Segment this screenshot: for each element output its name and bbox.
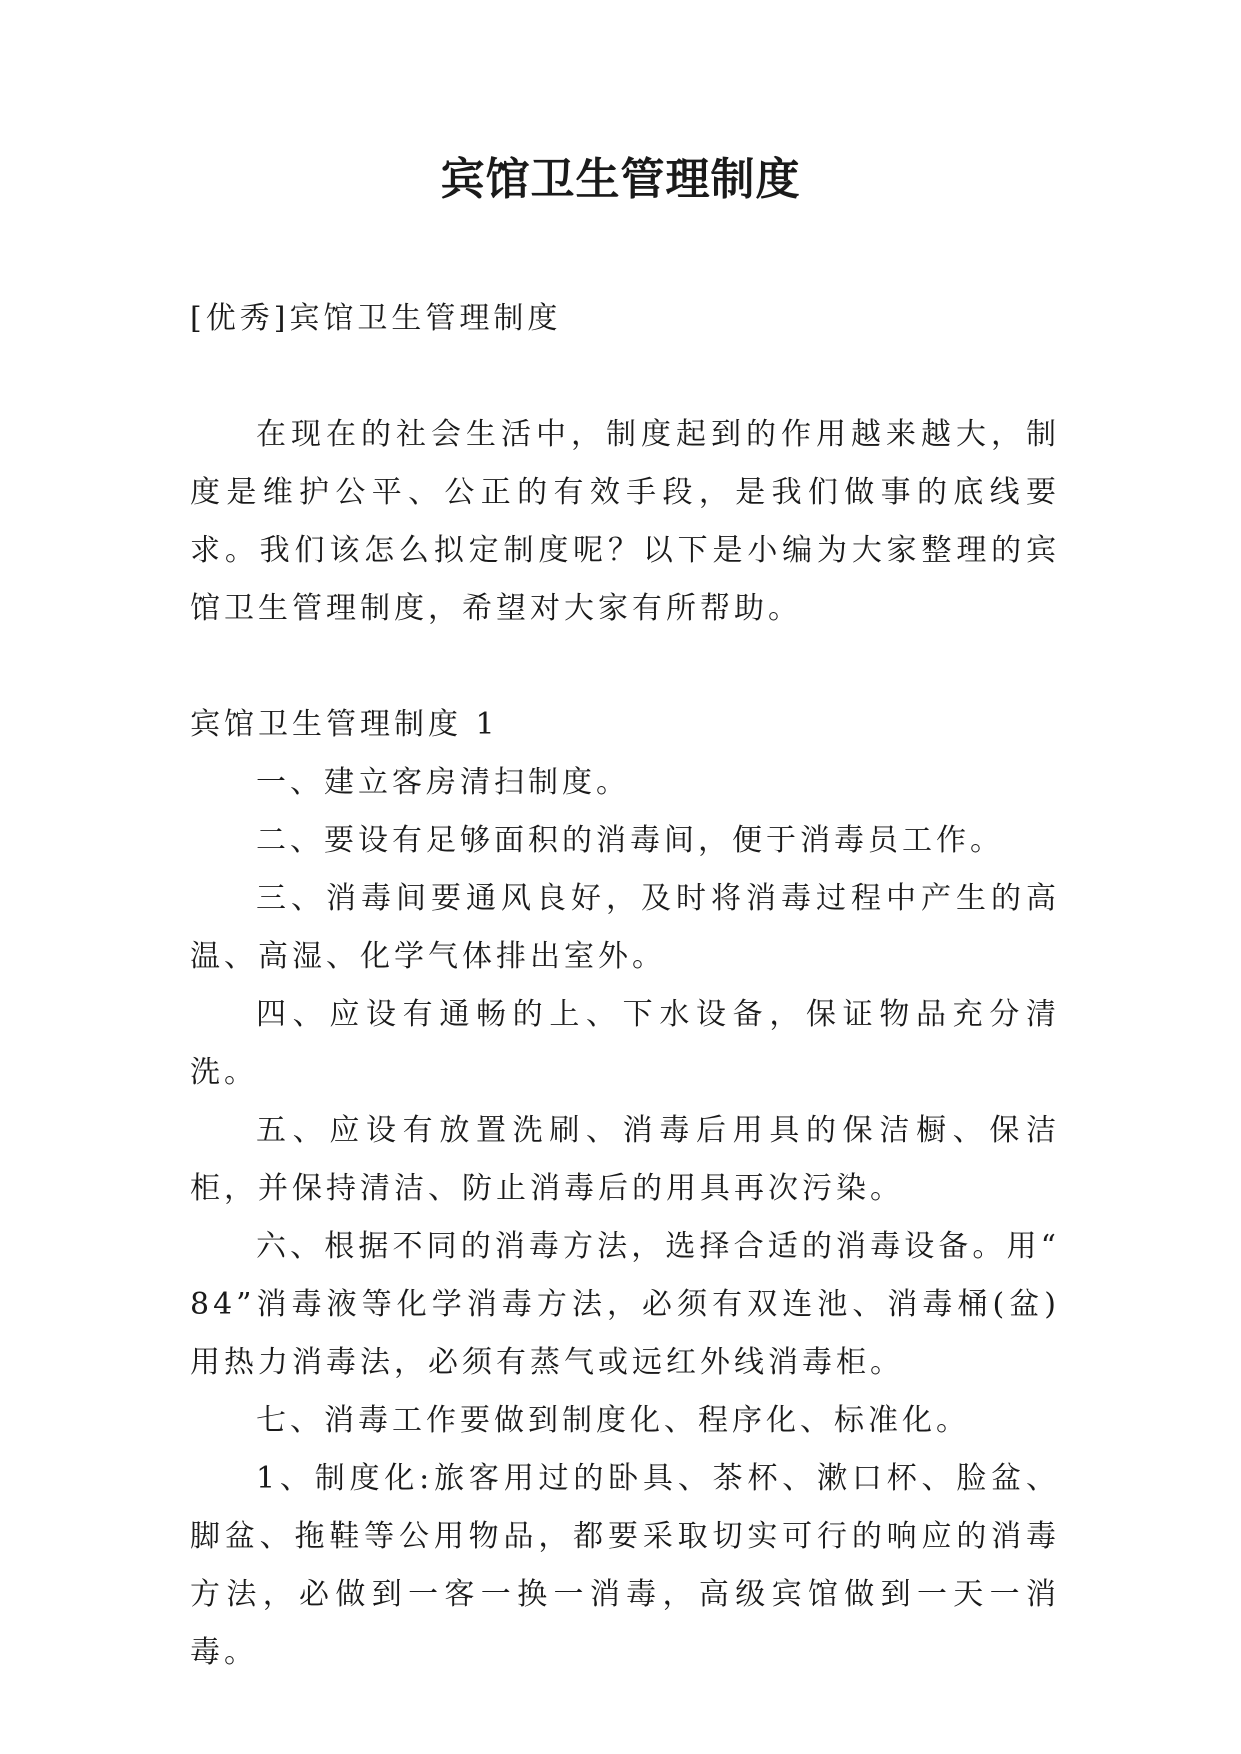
list-item: 五、应设有放置洗刷、消毒后用具的保洁橱、保洁柜，并保持清洁、防止消毒后的用具再次污染。: [190, 1113, 1060, 1206]
list-item: 二、要设有足够面积的消毒间，便于消毒员工作。: [256, 823, 1004, 858]
list-item: 四、应设有通畅的上、下水设备，保证物品充分清洗。: [190, 997, 1060, 1090]
list-item: 六、根据不同的消毒方法，选择合适的消毒设备。用“ 84”消毒液等化学消毒方法，必须有双连池、消毒桶(盆)用热力消毒法，必须有蒸气或远红外线消毒柜。: [190, 1229, 1060, 1380]
document-body: [190, 696, 1060, 1682]
list-item: 1、制度化:旅客用过的卧具、茶杯、漱口杯、脸盆、脚盆、拖鞋等公用物品，都要采取切实可行的响应的消毒方法，必做到一客一换一消毒，高级宾馆做到一天一消毒。: [190, 1461, 1060, 1670]
section-heading: 宾馆卫生管理制度 1: [190, 707, 499, 742]
list-item: 七、消毒工作要做到制度化、程序化、标准化。: [256, 1403, 970, 1438]
list-item: 一、建立客房清扫制度。: [256, 765, 630, 800]
document-subtitle: [优秀]宾馆卫生管理制度: [190, 301, 562, 336]
list-item: 三、消毒间要通风良好，及时将消毒过程中产生的高温、高湿、化学气体排出室外。: [190, 881, 1060, 974]
intro-paragraph: 在现在的社会生活中，制度起到的作用越来越大，制度是维护公平、公正的有效手段，是我们做事的底线要求。我们该怎么拟定制度呢？以下是小编为大家整理的宾馆卫生管理制度，希望对大家有所帮助。: [190, 417, 1060, 626]
document-title: 宾馆卫生管理制度: [440, 154, 801, 205]
